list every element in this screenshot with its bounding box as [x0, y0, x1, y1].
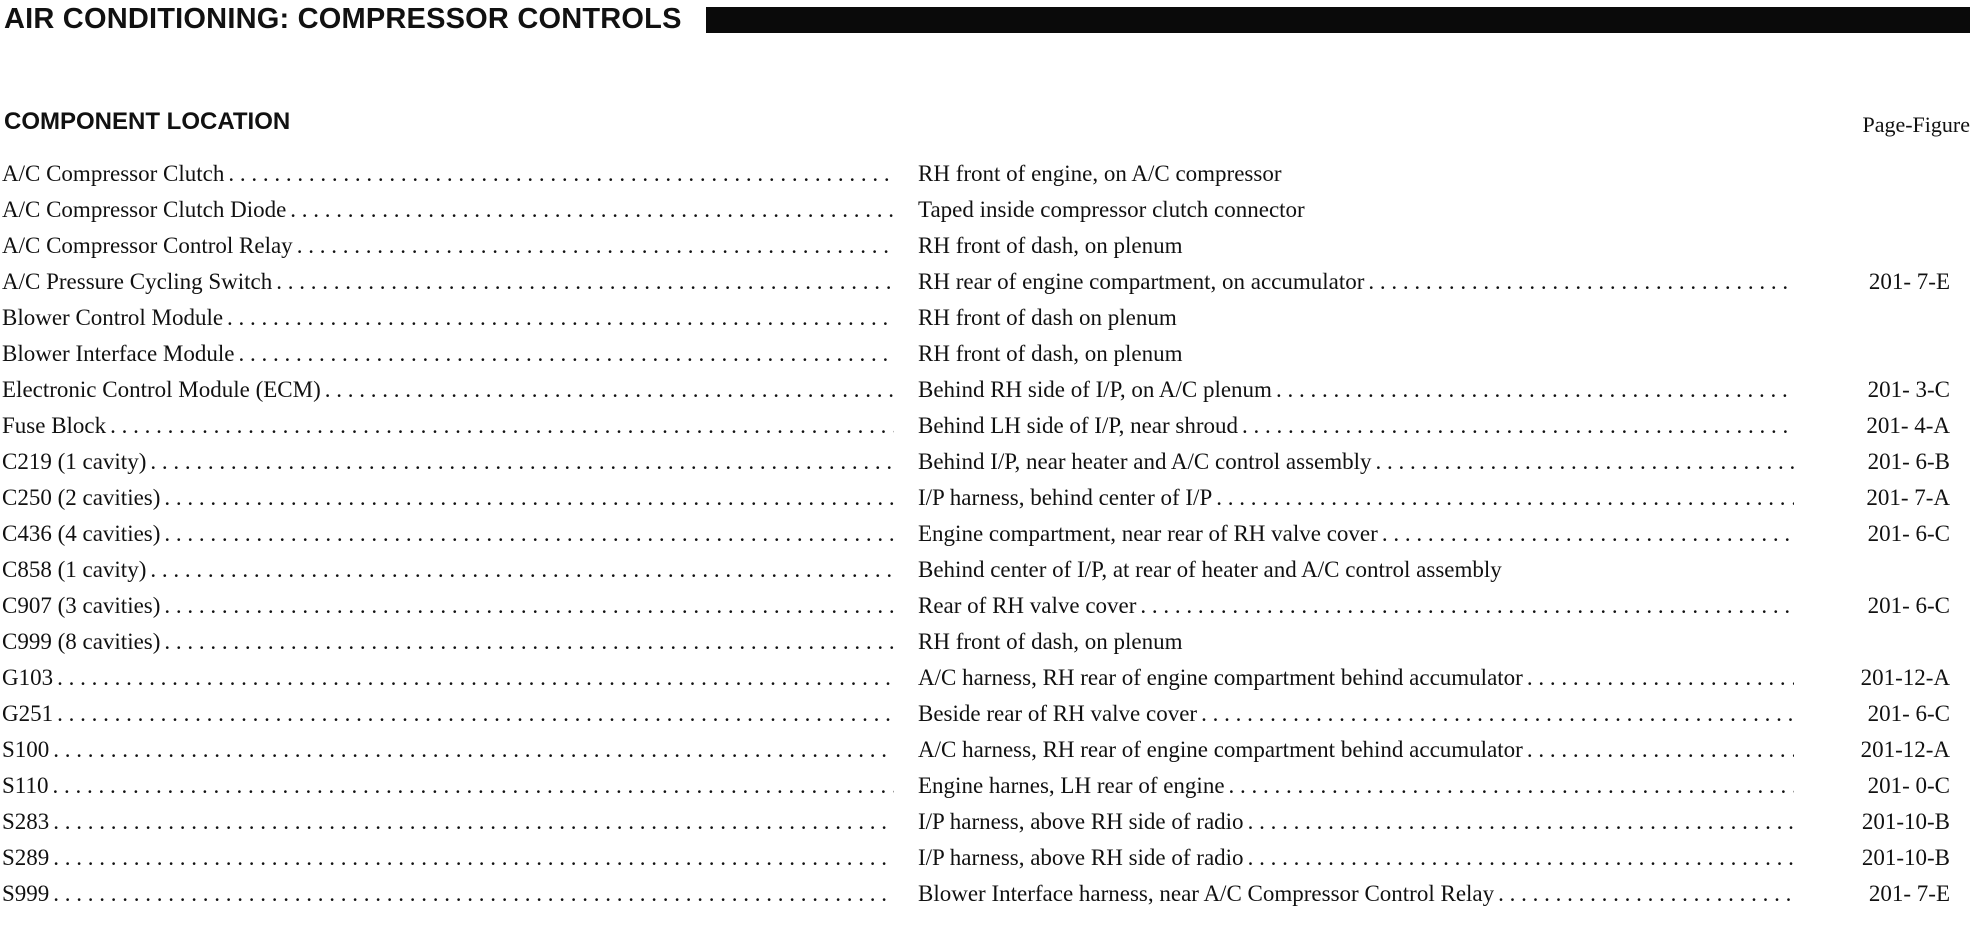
location-cell: [918, 876, 1794, 912]
header-rule-bar: [706, 7, 1970, 33]
dot-leader: [57, 660, 894, 696]
component-cell: [2, 768, 894, 804]
dot-leader: [1248, 840, 1794, 876]
page-figure-cell: [1800, 480, 1970, 516]
page-figure-cell: [1800, 660, 1970, 696]
location-text: Beside rear of RH valve cover: [918, 696, 1201, 732]
page-figure-cell: [1800, 228, 1970, 264]
location-text: A/C harness, RH rear of engine compartment behind accumulator: [918, 732, 1527, 768]
component-name: G103: [2, 660, 57, 696]
component-name: S283: [2, 804, 53, 840]
component-cell: [2, 372, 894, 408]
page-figure-cell: [1800, 588, 1970, 624]
location-text: Behind RH side of I/P, on A/C plenum: [918, 372, 1276, 408]
page-figure-cell: [1800, 156, 1970, 192]
location-text: Blower Interface harness, near A/C Compressor Control Relay: [918, 876, 1498, 912]
page-figure-ref: 201- 6-C: [1867, 593, 1950, 618]
dot-leader: [1376, 444, 1794, 480]
page-figure-ref: 201- 6-C: [1867, 521, 1950, 546]
page-figure-ref: 201-12-A: [1860, 665, 1950, 690]
dot-leader: [57, 696, 894, 732]
component-name: A/C Compressor Clutch: [2, 156, 228, 192]
section-header: [0, 106, 1970, 142]
location-cell: [918, 516, 1794, 552]
component-cell: [2, 480, 894, 516]
dot-leader: [297, 228, 894, 264]
component-name: A/C Compressor Control Relay: [2, 228, 297, 264]
component-cell: [2, 552, 894, 588]
table-row: [0, 696, 1970, 732]
component-cell: [2, 300, 894, 336]
location-cell: [918, 156, 1794, 192]
location-text: RH front of dash, on plenum: [918, 336, 1186, 372]
component-name: Electronic Control Module (ECM): [2, 372, 325, 408]
component-cell: [2, 660, 894, 696]
location-cell: [918, 336, 1794, 372]
location-text: A/C harness, RH rear of engine compartment behind accumulator: [918, 660, 1527, 696]
component-name: A/C Pressure Cycling Switch: [2, 264, 276, 300]
page-figure-ref: 201- 7-E: [1868, 881, 1950, 906]
dot-leader: [150, 552, 894, 588]
dot-leader: [227, 300, 894, 336]
component-name: C219 (1 cavity): [2, 444, 150, 480]
page-figure-cell: [1800, 624, 1970, 660]
component-name: C436 (4 cavities): [2, 516, 164, 552]
dot-leader: [53, 840, 894, 876]
component-name: S110: [2, 768, 52, 804]
location-text: Behind center of I/P, at rear of heater and A/C control assembly: [918, 552, 1506, 588]
component-name: Blower Control Module: [2, 300, 227, 336]
location-text: RH rear of engine compartment, on accumulator: [918, 264, 1368, 300]
dot-leader: [110, 408, 894, 444]
table-row: [0, 156, 1970, 192]
table-row: [0, 768, 1970, 804]
location-cell: [918, 552, 1794, 588]
section-title: COMPONENT LOCATION: [4, 108, 291, 135]
location-text: Engine harnes, LH rear of engine: [918, 768, 1229, 804]
table-row: [0, 516, 1970, 552]
page-figure-cell: [1800, 192, 1970, 228]
table-row: [0, 264, 1970, 300]
page-figure-ref: 201-12-A: [1860, 737, 1950, 762]
dot-leader: [53, 732, 894, 768]
dot-leader: [164, 624, 894, 660]
page-figure-cell: [1800, 372, 1970, 408]
page-figure-cell: [1800, 336, 1970, 372]
dot-leader: [1201, 696, 1794, 732]
page-header: [0, 0, 1970, 38]
component-name: S289: [2, 840, 53, 876]
location-cell: [918, 480, 1794, 516]
component-cell: [2, 444, 894, 480]
location-text: RH front of engine, on A/C compressor: [918, 156, 1285, 192]
dot-leader: [164, 516, 894, 552]
page-figure-cell: [1800, 876, 1970, 912]
location-cell: [918, 372, 1794, 408]
page-figure-ref: 201- 7-A: [1866, 485, 1950, 510]
location-text: I/P harness, above RH side of radio: [918, 804, 1248, 840]
dot-leader: [1527, 660, 1794, 696]
component-cell: [2, 408, 894, 444]
component-cell: [2, 732, 894, 768]
component-cell: [2, 588, 894, 624]
table-row: [0, 660, 1970, 696]
location-text: I/P harness, behind center of I/P: [918, 480, 1216, 516]
component-name: C907 (3 cavities): [2, 588, 164, 624]
page-figure-cell: [1800, 768, 1970, 804]
component-name: C250 (2 cavities): [2, 480, 164, 516]
component-cell: [2, 156, 894, 192]
location-cell: [918, 732, 1794, 768]
component-location-table: [0, 156, 1970, 912]
location-text: Behind I/P, near heater and A/C control assembly: [918, 444, 1376, 480]
component-name: S100: [2, 732, 53, 768]
table-row: [0, 408, 1970, 444]
table-row: [0, 480, 1970, 516]
table-row: [0, 732, 1970, 768]
location-text: RH front of dash, on plenum: [918, 624, 1186, 660]
location-cell: [918, 804, 1794, 840]
page-title: AIR CONDITIONING: COMPRESSOR CONTROLS: [4, 2, 682, 35]
page-figure-ref: 201- 0-C: [1867, 773, 1950, 798]
dot-leader: [53, 876, 894, 912]
dot-leader: [164, 480, 894, 516]
component-name: G251: [2, 696, 57, 732]
location-cell: [918, 444, 1794, 480]
table-row: [0, 552, 1970, 588]
table-row: [0, 588, 1970, 624]
component-cell: [2, 840, 894, 876]
dot-leader: [1276, 372, 1794, 408]
dot-leader: [1368, 264, 1794, 300]
location-text: Rear of RH valve cover: [918, 588, 1140, 624]
location-cell: [918, 624, 1794, 660]
component-name: Fuse Block: [2, 408, 110, 444]
dot-leader: [325, 372, 894, 408]
page-figure-cell: [1800, 696, 1970, 732]
page-figure-ref: 201- 6-C: [1867, 701, 1950, 726]
table-row: [0, 444, 1970, 480]
component-cell: [2, 804, 894, 840]
component-cell: [2, 696, 894, 732]
location-cell: [918, 192, 1794, 228]
page-figure-cell: [1800, 516, 1970, 552]
dot-leader: [1216, 480, 1794, 516]
page-figure-cell: [1800, 552, 1970, 588]
page-figure-cell: [1800, 264, 1970, 300]
table-row: [0, 228, 1970, 264]
page-figure-cell: [1800, 804, 1970, 840]
component-cell: [2, 516, 894, 552]
page-figure-cell: [1800, 840, 1970, 876]
dot-leader: [1498, 876, 1794, 912]
component-name: S999: [2, 876, 53, 912]
location-cell: [918, 768, 1794, 804]
location-cell: [918, 660, 1794, 696]
dot-leader: [1140, 588, 1794, 624]
table-row: [0, 876, 1970, 912]
table-row: [0, 624, 1970, 660]
page-figure-ref: 201- 7-E: [1868, 269, 1950, 294]
page-figure-ref: 201-10-B: [1861, 845, 1950, 870]
location-text: Taped inside compressor clutch connector: [918, 192, 1309, 228]
page-figure-ref: 201- 6-B: [1867, 449, 1950, 474]
table-row: [0, 336, 1970, 372]
location-text: RH front of dash on plenum: [918, 300, 1181, 336]
page-figure-cell: [1800, 444, 1970, 480]
component-name: C999 (8 cavities): [2, 624, 164, 660]
component-cell: [2, 876, 894, 912]
location-cell: [918, 300, 1794, 336]
component-cell: [2, 264, 894, 300]
page-figure-cell: [1800, 732, 1970, 768]
location-cell: [918, 228, 1794, 264]
location-text: Behind LH side of I/P, near shroud: [918, 408, 1242, 444]
dot-leader: [276, 264, 894, 300]
dot-leader: [52, 768, 894, 804]
dot-leader: [228, 156, 894, 192]
dot-leader: [1242, 408, 1794, 444]
table-row: [0, 804, 1970, 840]
dot-leader: [1229, 768, 1794, 804]
component-cell: [2, 192, 894, 228]
component-name: A/C Compressor Clutch Diode: [2, 192, 290, 228]
location-cell: [918, 408, 1794, 444]
dot-leader: [150, 444, 894, 480]
component-name: C858 (1 cavity): [2, 552, 150, 588]
location-text: I/P harness, above RH side of radio: [918, 840, 1248, 876]
page-figure-cell: [1800, 408, 1970, 444]
page-figure-ref: 201-10-B: [1861, 809, 1950, 834]
page-figure-ref: 201- 3-C: [1867, 377, 1950, 402]
page-figure-ref: 201- 4-A: [1866, 413, 1950, 438]
component-cell: [2, 624, 894, 660]
dot-leader: [238, 336, 894, 372]
location-cell: [918, 840, 1794, 876]
table-row: [0, 300, 1970, 336]
component-cell: [2, 228, 894, 264]
dot-leader: [1248, 804, 1794, 840]
page-figure-column-header: Page-Figure: [1862, 112, 1970, 137]
location-cell: [918, 264, 1794, 300]
location-text: RH front of dash, on plenum: [918, 228, 1186, 264]
dot-leader: [53, 804, 894, 840]
dot-leader: [164, 588, 894, 624]
page-figure-cell: [1800, 300, 1970, 336]
location-text: Engine compartment, near rear of RH valve cover: [918, 516, 1382, 552]
location-cell: [918, 588, 1794, 624]
dot-leader: [1382, 516, 1794, 552]
table-row: [0, 840, 1970, 876]
table-row: [0, 192, 1970, 228]
dot-leader: [1527, 732, 1794, 768]
dot-leader: [290, 192, 894, 228]
location-cell: [918, 696, 1794, 732]
table-row: [0, 372, 1970, 408]
component-cell: [2, 336, 894, 372]
component-name: Blower Interface Module: [2, 336, 238, 372]
